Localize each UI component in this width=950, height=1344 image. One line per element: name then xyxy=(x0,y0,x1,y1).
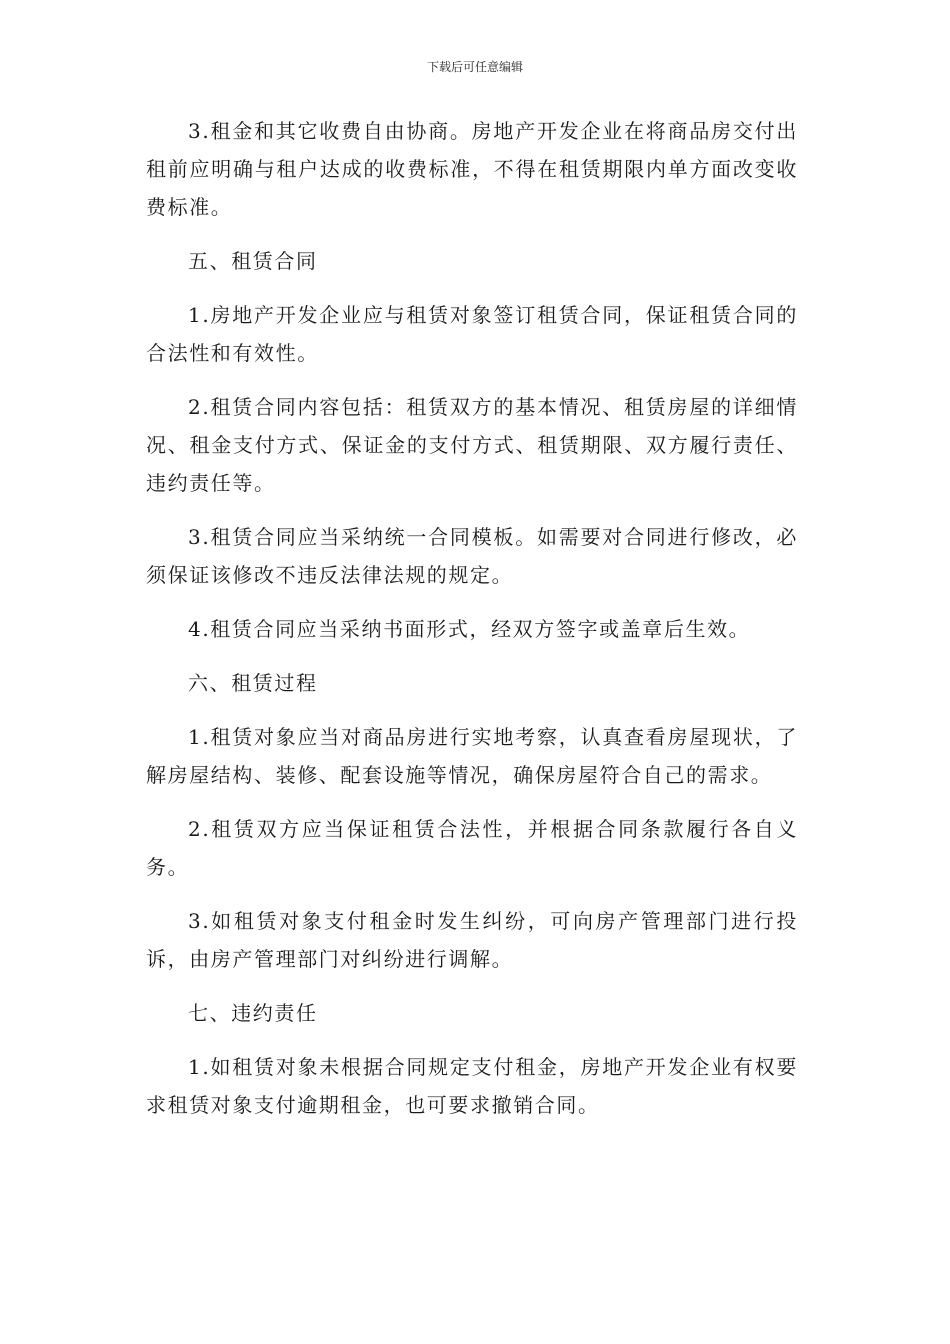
paragraph-dispute-complaint: 3.如租赁对象支付租金时发生纠纷，可向房产管理部门进行投诉，由房产管理部门对纠纷进行调解。 xyxy=(146,909,798,971)
paragraph-contract-template: 3.租赁合同应当采纳统一合同模板。如需要对合同进行修改，必须保证该修改不违反法律法规的规定。 xyxy=(146,525,798,587)
paragraph-contract-contents: 2.租赁合同内容包括：租赁双方的基本情况、租赁房屋的详细情况、租金支付方式、保证金的支付方式、租赁期限、双方履行责任、违约责任等。 xyxy=(146,395,798,495)
paragraph-rent-negotiation: 3.租金和其它收费自由协商。房地产开发企业在将商品房交付出租前应明确与租户达成的收费标准，不得在租赁期限内单方面改变收费标准。 xyxy=(146,119,798,219)
paragraph-contract-written-form: 4.租赁合同应当采纳书面形式，经双方签字或盖章后生效。 xyxy=(188,617,751,641)
section-heading-lease-process: 六、租赁过程 xyxy=(188,671,318,695)
document-body xyxy=(146,112,798,1140)
header-note: 下载后可任意编辑 xyxy=(426,60,523,74)
section-heading-breach-liability: 七、违约责任 xyxy=(188,1001,318,1025)
paragraph-lawful-lease: 2.租赁双方应当保证租赁合法性，并根据合同条款履行各自义务。 xyxy=(146,817,798,879)
paragraph-overdue-rent: 1.如租赁对象未根据合同规定支付租金，房地产开发企业有权要求租赁对象支付逾期租金，也可要求撤销合同。 xyxy=(146,1055,798,1117)
section-heading-lease-contract: 五、租赁合同 xyxy=(188,249,318,273)
paragraph-contract-signing: 1.房地产开发企业应与租赁对象签订租赁合同，保证租赁合同的合法性和有效性。 xyxy=(146,303,798,365)
paragraph-site-inspection: 1.租赁对象应当对商品房进行实地考察，认真查看房屋现状，了解房屋结构、装修、配套设施等情况，确保房屋符合自己的需求。 xyxy=(146,725,798,787)
